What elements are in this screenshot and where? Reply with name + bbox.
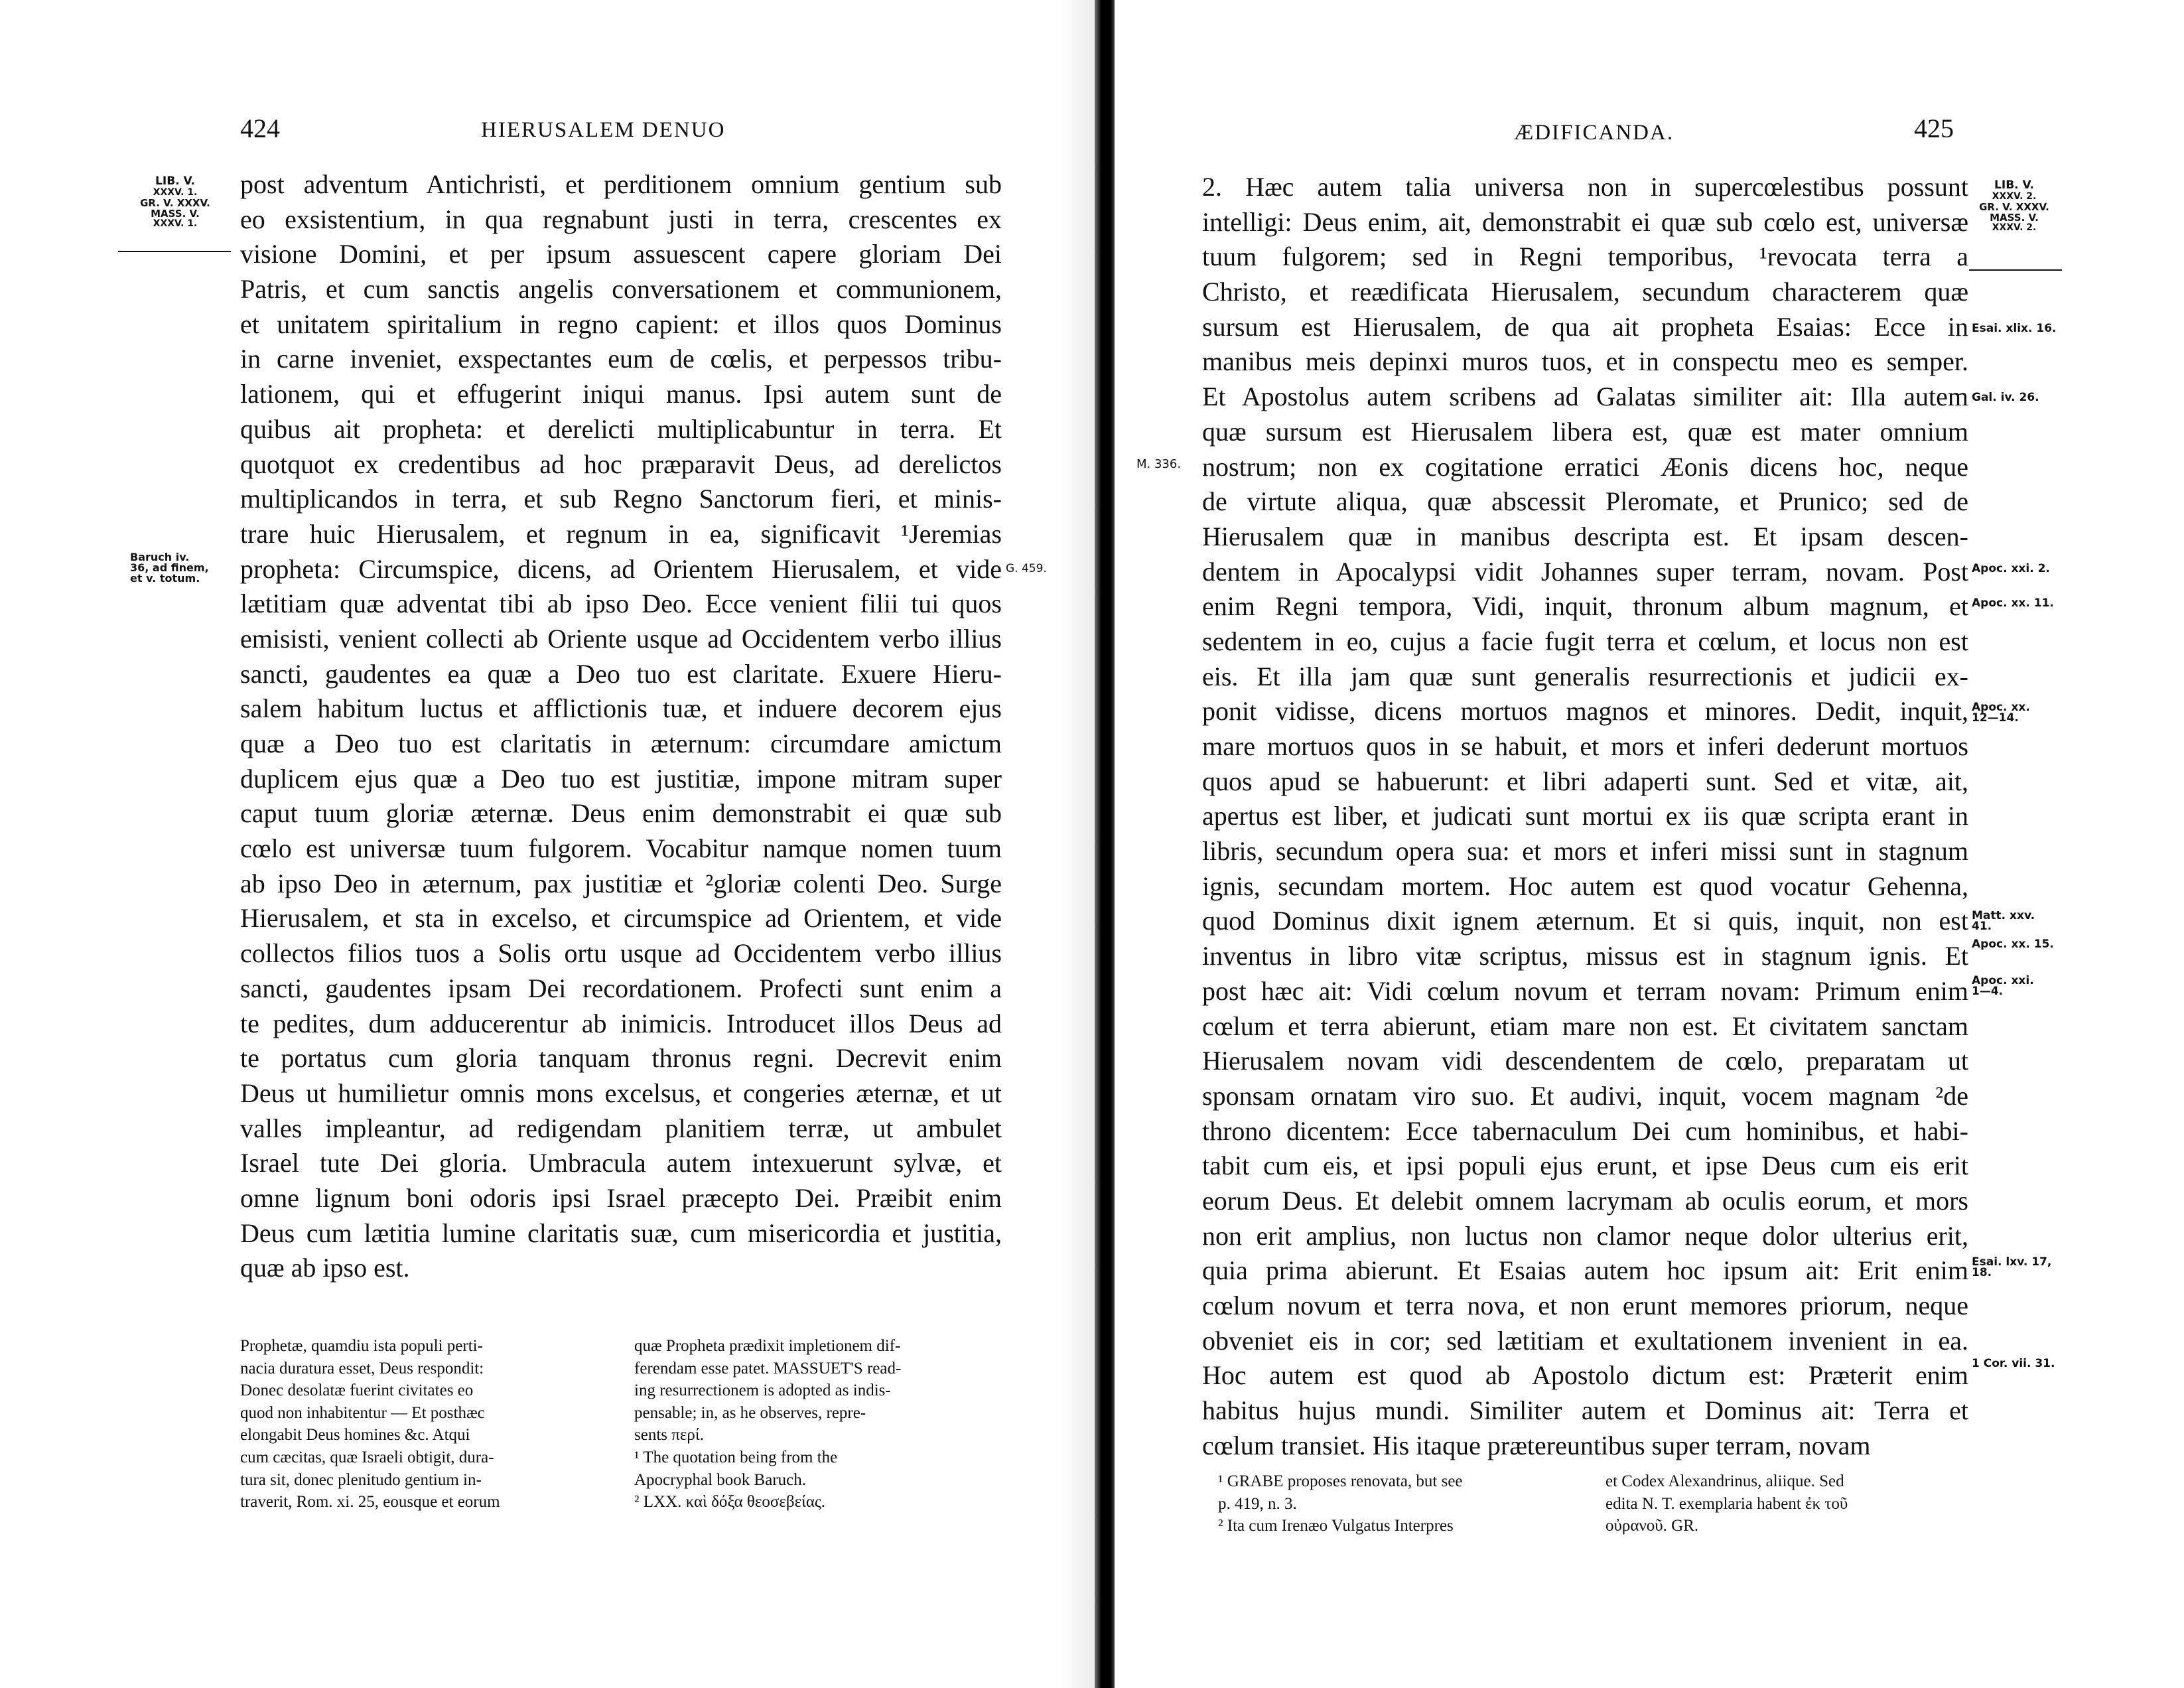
- body-line: quibus ait propheta: et derelicti multiplicabuntur in terra. Et: [240, 413, 1002, 444]
- margin-ref-apoc-xx-15: Apoc. xx. 15.: [1972, 938, 2054, 951]
- body-line: libris, secundum opera sua: et mors et inferi missi sunt in stagnum: [1202, 836, 1968, 867]
- body-line: caput tuum gloriæ æternæ. Deus enim demonstrabit ei quæ sub: [240, 798, 1002, 829]
- page-number-right: 425: [1914, 113, 1954, 143]
- body-line: manibus meis depinxi muros tuos, et in conspectu meo es semper.: [1202, 346, 1968, 377]
- running-head-left: HIERUSALEM DENUO: [481, 118, 726, 142]
- body-line: te pedites, dum adducerentur ab inimicis. Introducet illos Deus ad: [240, 1008, 1002, 1038]
- footnote-line: ¹ GRABE proposes renovata, but see: [1218, 1472, 1463, 1490]
- body-line: Christo, et reædificata Hierusalem, secundum characterem quæ: [1202, 277, 1968, 307]
- body-line: cœlum et terra abierunt, etiam mare non est. Et civitatem sanctam: [1202, 1011, 1968, 1041]
- body-line: quod Dominus dixit ignem æternum. Et si quis, inquit, non est: [1202, 906, 1968, 936]
- body-line: inventus in libro vitæ scriptus, missus est in stagnum ignis. Et: [1202, 941, 1968, 971]
- body-line: lætitiam quæ adventat tibi ab ipso Deo. Ecce venient filii tui quos: [240, 589, 1002, 619]
- body-line: propheta: Circumspice, dicens, ad Orientem Hierusalem, et vide: [240, 553, 1002, 584]
- body-line: quæ sursum est Hierusalem libera est, quæ est mater omnium: [1202, 416, 1968, 447]
- body-line: eis. Et illa jam quæ sunt generalis resurrectionis et judicii ex-: [1202, 661, 1968, 691]
- body-line: ponit vidisse, dicens mortuos magnos et minores. Dedit, inquit,: [1202, 696, 1968, 727]
- footnote-line: Prophetæ, quamdiu ista populi perti-: [240, 1337, 483, 1355]
- margin-ref-1cor: 1 Cor. vii. 31.: [1972, 1357, 2055, 1370]
- body-line: sedentem in eo, cujus a facie fugit terra et cœlum, et locus non est: [1202, 626, 1968, 656]
- body-line: tuum fulgorem; sed in Regni temporibus, ¹revocata terra a: [1202, 242, 1968, 272]
- footnote-line: p. 419, n. 3.: [1218, 1494, 1297, 1513]
- body-line: eo exsistentium, in qua regnabunt justi in terra, crescentes ex: [240, 204, 1002, 234]
- footnote-line: elongabit Deus homines &c. Atqui: [240, 1426, 470, 1444]
- footnote-line: quod non inhabitentur — Et posthæc: [240, 1403, 485, 1422]
- margin-ref-apoc-xx-11: Apoc. xx. 11.: [1972, 597, 2054, 610]
- body-line: quia prima abierunt. Et Esaias autem hoc ipsum ait: Erit enim: [1202, 1255, 1968, 1286]
- footnote-line: quæ Propheta prædixit impletionem dif-: [634, 1337, 901, 1355]
- body-line: mare mortuos quos in se habuit, et mors et inferi dederunt mortuos: [1202, 731, 1968, 761]
- body-line: Hierusalem quæ in manibus descripta est. Et ipsam descen-: [1202, 521, 1968, 551]
- body-line: visione Domini, et per ipsum assuescent capere gloriam Dei: [240, 239, 1002, 269]
- body-text-right: [1202, 170, 1968, 1463]
- body-line: valles impleantur, ad redigendam planitiem terræ, ut ambulet: [240, 1113, 1002, 1143]
- body-line: throno dicentem: Ecce tabernaculum Dei cum hominibus, et habi-: [1202, 1115, 1968, 1146]
- margin-ref-g: G. 459.: [1006, 562, 1047, 575]
- body-line: dentem in Apocalypsi vidit Johannes super terram, novam. Post: [1202, 556, 1968, 587]
- margin-ref-gal: Gal. iv. 26.: [1972, 391, 2039, 404]
- body-line: intelligi: Deus enim, ait, demonstrabit ei quæ sub cœlo est, universæ: [1202, 206, 1968, 237]
- body-line: Deus cum lætitia lumine claritatis suæ, cum misericordia et justitia,: [240, 1218, 1002, 1248]
- body-line: obveniet eis in cor; sed lætitiam et exultationem invenient in ea.: [1202, 1325, 1968, 1356]
- footnote-line: ¹ The quotation being from the: [634, 1448, 838, 1466]
- body-line: quos apud se habuerunt: et libri adaperti sunt. Sed et vitæ, ait,: [1202, 766, 1968, 796]
- body-line: habitus hujus mundi. Similiter autem et Dominus ait: Terra et: [1202, 1395, 1968, 1426]
- body-line: post adventum Antichristi, et perditionem omnium gentium sub: [240, 169, 1002, 199]
- body-line: salem habitum luctus et afflictionis tuæ, et induere decorem ejus: [240, 693, 1002, 724]
- body-line: 2. Hæc autem talia universa non in supercœlestibus possunt: [1202, 172, 1968, 202]
- body-line: quotquot ex credentibus ad hoc præparavit Deus, ad derelictos: [240, 449, 1002, 479]
- body-line: Hierusalem, et sta in excelso, et circumspice ad Orientem, et vide: [240, 903, 1002, 934]
- footnotes-left-col-a: [240, 1335, 602, 1513]
- footnote-line: edita N. T. exemplaria habent ἐκ τοῦ: [1605, 1494, 1848, 1513]
- margin-ref-apoc-xxi-2: Apoc. xxi. 2.: [1972, 562, 2050, 575]
- margin-ref-matt: Matt. xxv. 41.: [1972, 909, 2035, 933]
- body-line: Hoc autem est quod ab Apostolo dictum est: Præterit enim: [1202, 1360, 1968, 1391]
- margin-ref-apoc-xx-12: Apoc. xx. 12—14.: [1972, 701, 2030, 725]
- body-line: collectos filios tuos a Solis ortu usque ad Occidentem verbo illius: [240, 938, 1002, 969]
- body-line: de virtute aliqua, quæ abscessit Pleromate, et Prunico; sed de: [1202, 486, 1968, 517]
- margin-ref-m: M. 336.: [1136, 457, 1182, 471]
- margin-ref-esai-xlix: Esai. xlix. 16.: [1972, 322, 2057, 335]
- body-line: apertus est liber, et judicati sunt mortui ex iis quæ scripta erant in: [1202, 801, 1968, 831]
- footnote-line: traverit, Rom. xi. 25, eousque et eorum: [240, 1493, 500, 1512]
- body-line: omne lignum boni odoris ipsi Israel præcepto Dei. Præibit enim: [240, 1182, 1002, 1213]
- footnote-line: ing resurrectionem is adopted as indis-: [634, 1381, 891, 1400]
- body-line: Hierusalem novam vidi descendentem de cœlo, preparatam ut: [1202, 1046, 1968, 1076]
- body-line: cœlum transiet. His itaque prætereuntibus super terram, novam: [1202, 1430, 1871, 1460]
- margin-ref-esai-lxv: Esai. lxv. 17, 18.: [1972, 1255, 2052, 1279]
- footnote-line: Apocryphal book Baruch.: [634, 1470, 806, 1489]
- body-line: ab ipso Deo in æternum, pax justitiæ et ²gloriæ colenti Deo. Surge: [240, 868, 1002, 898]
- body-line: trare huic Hierusalem, et regnum in ea, significavit ¹Jeremias: [240, 518, 1002, 549]
- footnotes-right-col-a: [1218, 1470, 1576, 1537]
- margin-rule-right: [1969, 269, 2062, 271]
- body-line: nostrum; non ex cogitatione erratici Æonis dicens hoc, neque: [1202, 451, 1968, 482]
- footnote-line: nacia duratura esset, Deus respondit:: [240, 1359, 484, 1377]
- body-line: eorum Deus. Et delebit omnem lacrymam ab oculis eorum, et mors: [1202, 1185, 1968, 1216]
- running-head-right: ÆDIFICANDA.: [1514, 121, 1674, 145]
- body-line: sursum est Hierusalem, de qua ait propheta Esaias: Ecce in: [1202, 311, 1968, 342]
- footnote-line: cum cæcitas, quæ Israeli obtigit, dura-: [240, 1448, 494, 1466]
- footnote-line: οὐρανοῦ. GR.: [1605, 1517, 1699, 1535]
- body-line: post hæc ait: Vidi cœlum novum et terram novam: Primum enim: [1202, 975, 1968, 1006]
- body-line: lationem, qui et effugerint iniqui manus. Ipsi autem sunt de: [240, 379, 1002, 409]
- body-line: tabit cum eis, et ipsi populi ejus erunt, et ipse Deus cum eis erit: [1202, 1151, 1968, 1181]
- body-line: non erit amplius, non luctus non clamor neque dolor ulterius erit,: [1202, 1220, 1968, 1251]
- margin-ref-baruch: Baruch iv. 36, ad finem, et v. totum.: [130, 551, 209, 585]
- footnote-line: pensable; in, as he observes, repre-: [634, 1403, 866, 1422]
- footnotes-left-col-b: [634, 1335, 1000, 1513]
- body-line: et unitatem spiritalium in regno capient: et illos quos Dominus: [240, 309, 1002, 339]
- body-line: te portatus cum gloria tanquam thronus regni. Decrevit enim: [240, 1043, 1002, 1074]
- body-line: sponsam ornatam viro suo. Et audivi, inquit, vocem magnam ²de: [1202, 1080, 1968, 1111]
- footnote-line: ferendam esse patet. MASSUET'S read-: [634, 1359, 902, 1377]
- margin-ref-book-left: LIB. V. XXXV. 1. GR. V. XXXV. MASS. V. XXXV. 1.: [140, 175, 210, 229]
- right-page: [1101, 0, 2184, 1688]
- footnote-line: tura sit, donec plenitudo gentium in-: [240, 1470, 482, 1489]
- body-text-left: [240, 167, 1002, 1286]
- body-line: sancti, gaudentes ea quæ a Deo tuo est claritate. Exuere Hieru-: [240, 658, 1002, 689]
- footnote-line: Donec desolatæ fuerint civitates eo: [240, 1381, 474, 1400]
- page-number-left: 424: [240, 113, 280, 143]
- body-line: Deus ut humilietur omnis mons excelsus, et congeries æternæ, et ut: [240, 1078, 1002, 1108]
- body-line: emisisti, venient collecti ab Oriente usque ad Occidentem verbo illius: [240, 623, 1002, 654]
- body-line: duplicem ejus quæ a Deo tuo est justitiæ, impone mitram super: [240, 763, 1002, 794]
- body-line: multiplicandos in terra, et sub Regno Sanctorum fieri, et minis-: [240, 484, 1002, 514]
- margin-ref-apoc-xxi-1: Apoc. xxi. 1—4.: [1972, 974, 2034, 998]
- body-line: Et Apostolus autem scribens ad Galatas similiter ait: Illa autem: [1202, 382, 1968, 412]
- body-line: ignis, secundam mortem. Hoc autem est quod vocatur Gehenna,: [1202, 871, 1968, 901]
- footnote-line: sents περί.: [634, 1426, 704, 1444]
- gutter-shadow: [1061, 0, 1095, 1688]
- body-line: cœlo est universæ tuum fulgorem. Vocabitur namque nomen tuum: [240, 833, 1002, 864]
- body-line: quæ ab ipso est.: [240, 1253, 410, 1283]
- body-line: quæ a Deo tuo est claritatis in æternum: circumdare amictum: [240, 729, 1002, 758]
- margin-rule-left: [118, 251, 231, 252]
- body-line: Israel tute Dei gloria. Umbracula autem intexuerunt sylvæ, et: [240, 1148, 1002, 1178]
- footnotes-right-col-b: [1605, 1470, 1964, 1537]
- footnote-line: ² LXX. καὶ δόξα θεοσεβείας.: [634, 1493, 826, 1512]
- footnote-line: ² Ita cum Irenæo Vulgatus Interpres: [1218, 1517, 1454, 1535]
- margin-ref-book-right: LIB. V. XXXV. 2. GR. V. XXXV. MASS. V. XXXV. 2.: [1979, 178, 2049, 233]
- body-line: Patris, et cum sanctis angelis conversationem et communionem,: [240, 274, 1002, 305]
- footnote-line: et Codex Alexandrinus, aliique. Sed: [1605, 1472, 1844, 1490]
- body-line: sancti, gaudentes ipsam Dei recordationem. Profecti sunt enim a: [240, 973, 1002, 1003]
- body-line: enim Regni tempora, Vidi, inquit, thronum album magnum, et: [1202, 591, 1968, 622]
- body-line: cœlum novum et terra nova, et non erunt memores priorum, neque: [1202, 1291, 1968, 1320]
- body-line: in carne inveniet, exspectantes eum de cœlis, et perpessos tribu-: [240, 344, 1002, 374]
